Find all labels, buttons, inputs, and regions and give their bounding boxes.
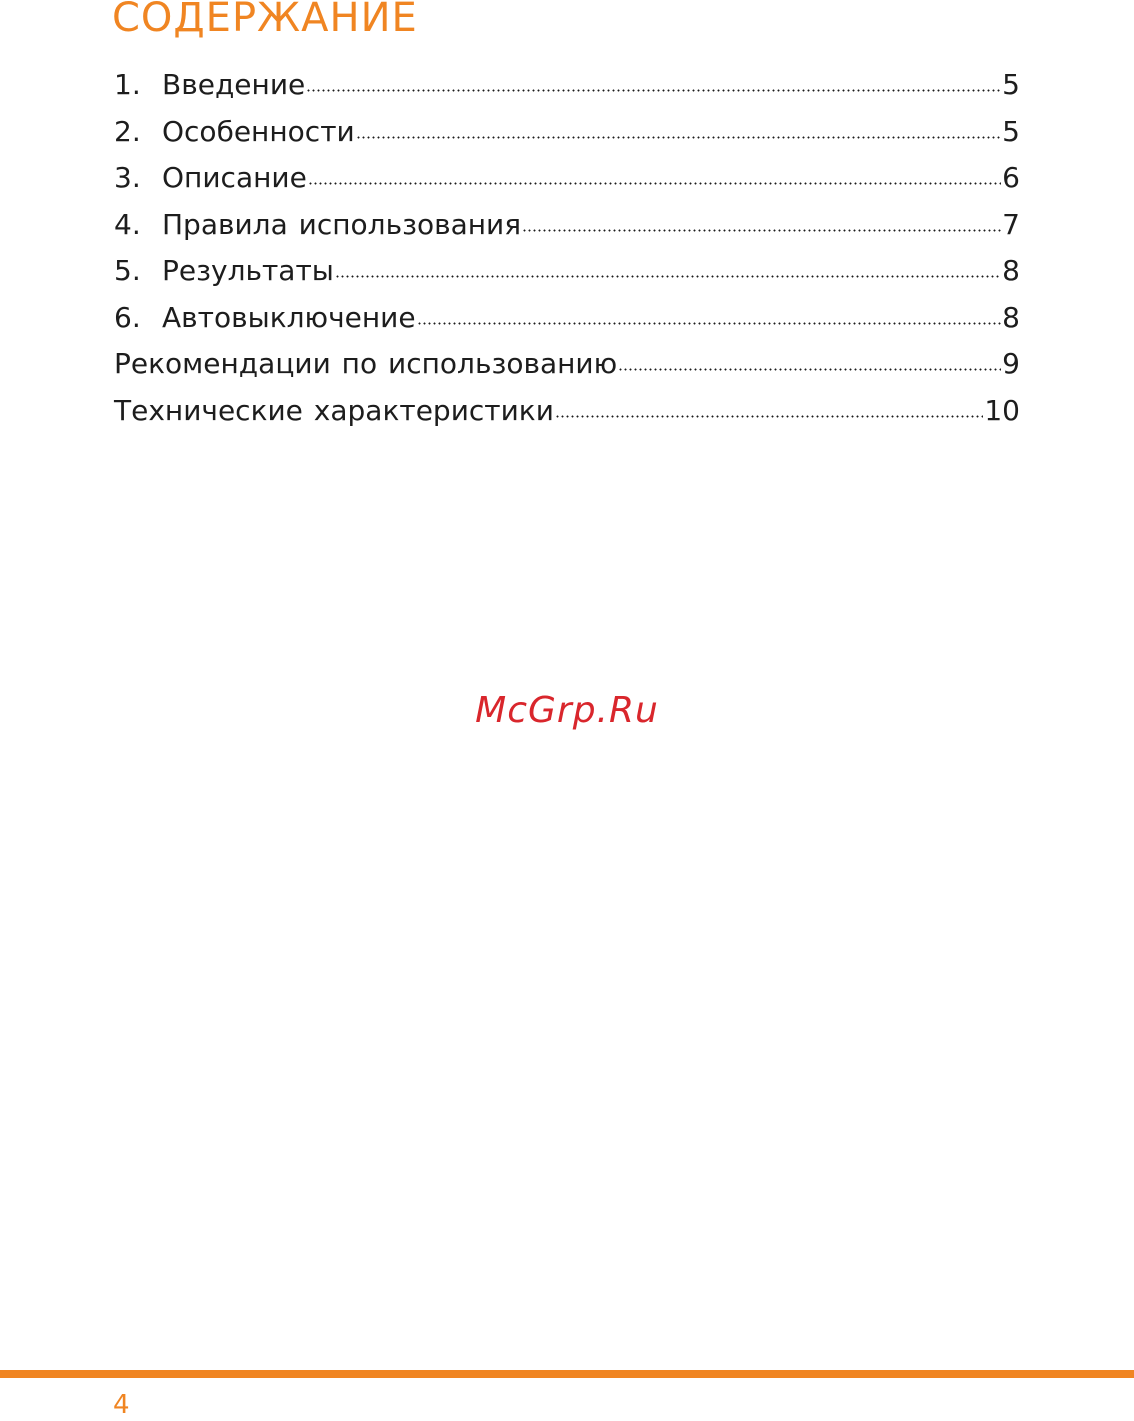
toc-entry-page: 5 xyxy=(1002,114,1020,148)
toc-entry[interactable] xyxy=(114,109,1020,156)
table-of-contents xyxy=(114,62,1020,434)
toc-entry-number: 3. xyxy=(114,161,141,194)
toc-entry-number: 4. xyxy=(114,207,141,241)
toc-leader-dots xyxy=(522,214,1001,234)
toc-entry-number: 5. xyxy=(114,254,141,287)
toc-leader-dots xyxy=(356,121,1001,141)
toc-entry-label: Введение xyxy=(162,68,306,101)
toc-entry[interactable] xyxy=(114,388,1020,435)
toc-entry[interactable] xyxy=(114,155,1020,202)
toc-entry-label: Описание xyxy=(162,161,307,194)
toc-leader-dots xyxy=(306,74,1001,94)
toc-entry-number: 6. xyxy=(114,300,141,334)
toc-entry[interactable] xyxy=(114,295,1020,342)
toc-entry-number: 2. xyxy=(114,114,141,148)
toc-entry-label: Рекомендации по использованию xyxy=(114,347,618,380)
toc-entry-label: Правила использования xyxy=(162,207,522,241)
toc-entry[interactable] xyxy=(114,202,1020,249)
toc-entry-label: Технические характеристики xyxy=(114,393,554,427)
toc-entry-page: 6 xyxy=(1002,161,1020,194)
toc-leader-dots xyxy=(618,353,1001,373)
toc-entry-page: 7 xyxy=(1002,207,1020,241)
toc-entry-number: 1. xyxy=(114,68,141,101)
toc-leader-dots xyxy=(335,260,1001,280)
watermark: McGrp.Ru xyxy=(475,690,659,731)
toc-entry[interactable] xyxy=(114,62,1020,109)
toc-entry-label: Результаты xyxy=(162,254,334,287)
toc-entry-page: 10 xyxy=(984,393,1020,427)
toc-leader-dots xyxy=(555,400,983,420)
page-title: СОДЕРЖАНИЕ xyxy=(112,0,418,41)
toc-entry-label: Особенности xyxy=(162,114,355,148)
toc-entry-page: 8 xyxy=(1002,254,1020,287)
toc-entry-page: 9 xyxy=(1002,347,1020,380)
footer-divider xyxy=(0,1370,1134,1378)
toc-entry-page: 5 xyxy=(1002,68,1020,101)
toc-entry[interactable] xyxy=(114,248,1020,295)
toc-entry[interactable] xyxy=(114,341,1020,388)
toc-entry-label: Автовыключение xyxy=(162,300,416,334)
page-number: 4 xyxy=(113,1390,130,1420)
toc-leader-dots xyxy=(417,307,1002,327)
toc-entry-page: 8 xyxy=(1002,300,1020,334)
toc-leader-dots xyxy=(308,167,1001,187)
